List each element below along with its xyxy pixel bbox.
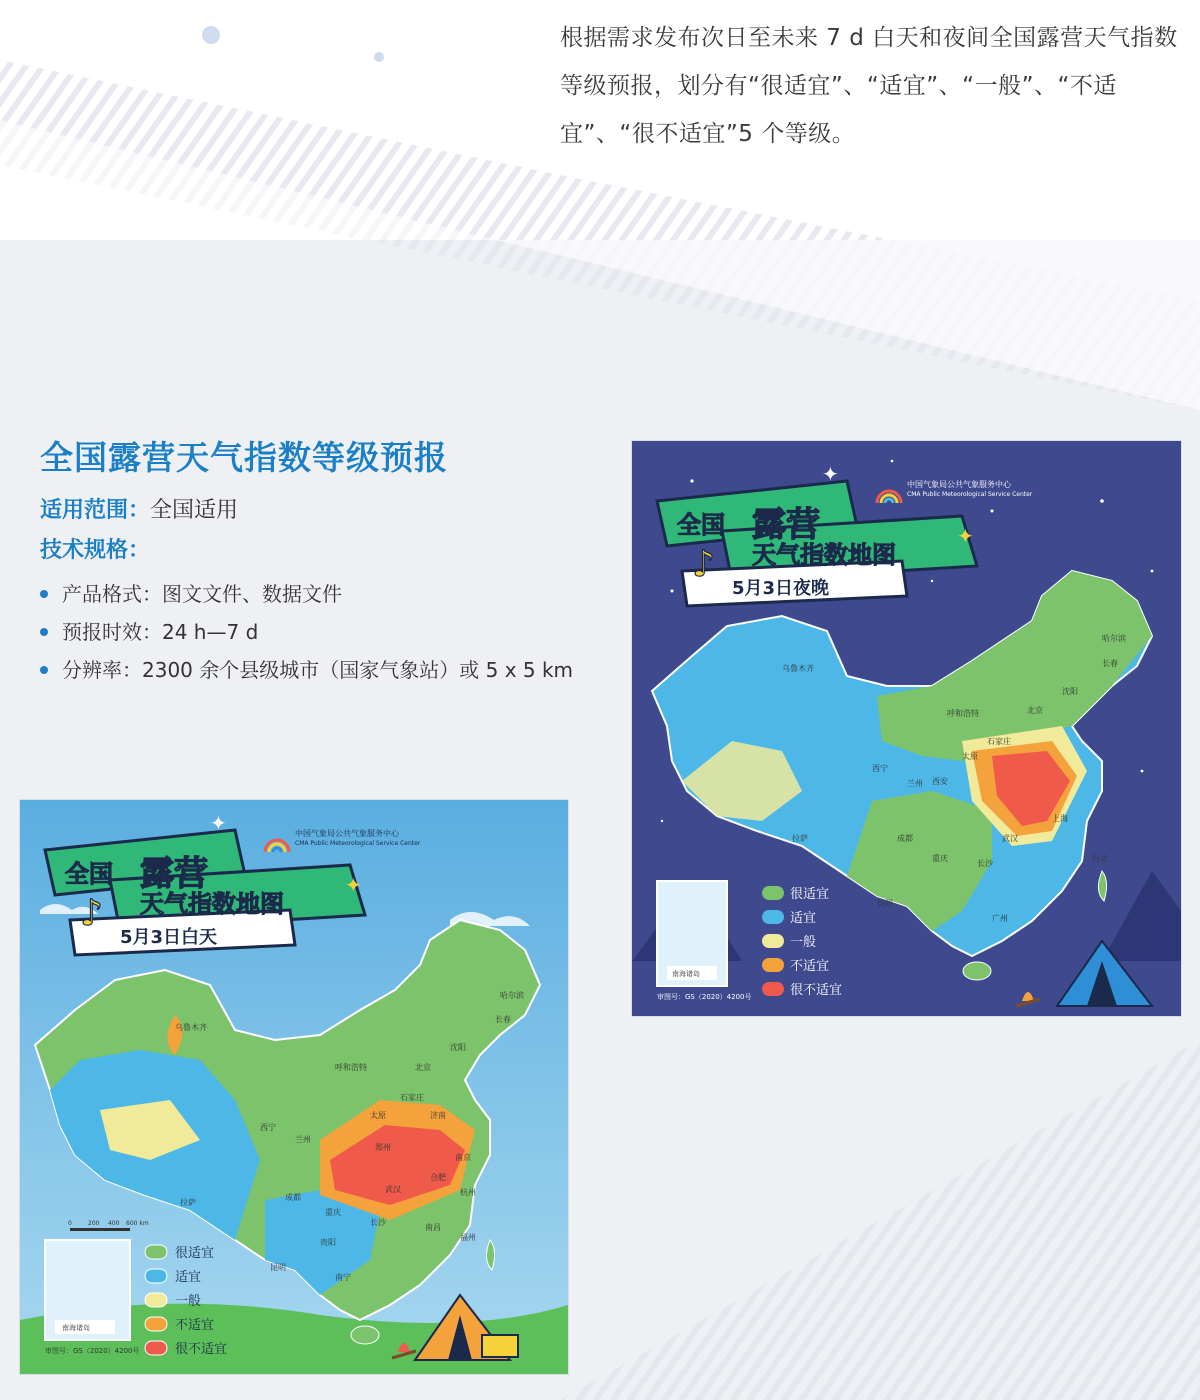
- scale-label: 0: [68, 1220, 72, 1227]
- scope-label: 适用范围：: [40, 498, 151, 523]
- legend-swatch: [145, 1341, 167, 1355]
- decor-dot: [374, 52, 384, 62]
- city-label: 长春: [495, 1015, 511, 1024]
- spec-list: [40, 575, 600, 689]
- legend-swatch: [145, 1245, 167, 1259]
- city-label: 武汉: [1002, 834, 1018, 843]
- night-map: [632, 441, 1181, 1016]
- legend-label: 很适宜: [790, 887, 830, 902]
- legend-label: 适宜: [790, 911, 817, 926]
- music-note-icon: ♪: [692, 544, 715, 585]
- cooler-box-icon: [482, 1335, 518, 1357]
- city-label: 福州: [460, 1233, 476, 1242]
- hainan: [351, 1326, 379, 1344]
- scope-row: [40, 491, 600, 531]
- city-label: 石家庄: [400, 1093, 424, 1102]
- city-label: 合肥: [430, 1173, 446, 1182]
- decor-dot: [202, 26, 220, 44]
- city-label: 贵阳: [320, 1238, 336, 1247]
- legend-label: 一般: [175, 1294, 202, 1309]
- city-label: 乌鲁木齐: [175, 1023, 207, 1032]
- sparkle-icon: ✦: [345, 873, 362, 897]
- city-label: 上海: [1052, 814, 1068, 823]
- legend-label: 不适宜: [790, 959, 830, 974]
- hainan: [963, 962, 991, 980]
- inset-label: 南海诸岛: [62, 1324, 90, 1332]
- city-label: 广州: [992, 914, 1008, 923]
- south-sea-inset: [657, 881, 727, 986]
- city-label: 兰州: [907, 779, 923, 788]
- legend-swatch: [145, 1317, 167, 1331]
- org-name-en: CMA Public Meteorological Service Center: [295, 840, 421, 847]
- city-label: 兰州: [295, 1135, 311, 1144]
- city-label: 沈阳: [1062, 687, 1078, 696]
- city-label: 重庆: [325, 1208, 341, 1217]
- inset-label: 南海诸岛: [672, 970, 700, 978]
- sparkle-icon: ✦: [957, 524, 974, 548]
- city-label: 哈尔滨: [1102, 634, 1126, 643]
- city-label: 西宁: [872, 764, 888, 773]
- city-label: 重庆: [932, 854, 948, 863]
- legend-swatch: [762, 934, 784, 948]
- city-label: 武汉: [385, 1185, 401, 1194]
- approval-number: 审图号：GS（2020）4200号: [45, 1347, 140, 1355]
- city-label: 石家庄: [987, 737, 1011, 746]
- map-title-prefix: 全国: [65, 860, 113, 888]
- south-sea-inset: [45, 1240, 130, 1340]
- legend-label: 一般: [790, 935, 817, 950]
- legend-label: 适宜: [175, 1270, 202, 1285]
- legend-swatch: [145, 1269, 167, 1283]
- spec-item-resolution: 分辨率：2300 余个县级城市（国家气象站）或 5 x 5 km: [40, 651, 600, 689]
- city-label: 太原: [962, 752, 978, 761]
- day-map: [20, 800, 568, 1374]
- approval-number: 审图号：GS（2020）4200号: [657, 993, 752, 1001]
- spec-item-lead-time: 预报时效：24 h—7 d: [40, 613, 600, 651]
- legend-swatch: [762, 982, 784, 996]
- org-name-cn: 中国气象局公共气象服务中心: [295, 829, 399, 838]
- city-label: 北京: [1027, 706, 1043, 715]
- product-info: [40, 432, 600, 689]
- city-label: 台北: [1092, 854, 1108, 863]
- spec-item-format: 产品格式：图文文件、数据文件: [40, 575, 600, 613]
- city-label: 拉萨: [792, 834, 808, 843]
- scale-label: 400: [108, 1220, 120, 1227]
- city-label: 长沙: [370, 1218, 386, 1227]
- day-map-card: [19, 799, 569, 1375]
- legend-swatch: [762, 886, 784, 900]
- city-label: 杭州: [460, 1188, 476, 1197]
- map-title-main: 露营: [140, 854, 208, 894]
- spec-row: [40, 531, 600, 571]
- map-date: 5月3日白天: [120, 927, 218, 948]
- city-label: 长春: [1102, 659, 1118, 668]
- sparkle-icon: ✦: [210, 811, 227, 835]
- city-label: 成都: [897, 834, 913, 843]
- legend-swatch: [762, 958, 784, 972]
- city-label: 昆明: [270, 1263, 286, 1272]
- city-label: 太原: [370, 1111, 386, 1120]
- city-label: 济南: [430, 1111, 446, 1120]
- map-date: 5月3日夜晚: [732, 578, 830, 599]
- legend-label: 不适宜: [175, 1318, 215, 1333]
- city-label: 南宁: [335, 1273, 351, 1282]
- city-label: 北京: [415, 1063, 431, 1072]
- org-name-cn: 中国气象局公共气象服务中心: [907, 480, 1011, 489]
- spec-label: 技术规格：: [40, 538, 151, 563]
- product-title: 全国露营天气指数等级预报: [40, 438, 448, 477]
- legend-label: 很不适宜: [175, 1342, 228, 1357]
- map-title-main: 露营: [752, 505, 820, 545]
- scale-label: 600 km: [126, 1220, 149, 1227]
- scope-value: 全国适用: [150, 498, 239, 523]
- legend-label: 很不适宜: [790, 983, 843, 998]
- map-title-prefix: 全国: [677, 511, 725, 539]
- city-label: 乌鲁木齐: [782, 664, 814, 673]
- city-label: 郑州: [375, 1143, 391, 1152]
- legend-swatch: [145, 1293, 167, 1307]
- map-subtitle: 天气指数地图: [140, 890, 284, 918]
- map-subtitle: 天气指数地图: [752, 541, 896, 569]
- city-label: 西宁: [260, 1123, 276, 1132]
- city-label: 西安: [932, 777, 948, 786]
- city-label: 南京: [455, 1153, 471, 1162]
- city-label: 沈阳: [450, 1043, 466, 1052]
- city-label: 哈尔滨: [500, 991, 524, 1000]
- city-label: 呼和浩特: [335, 1063, 367, 1072]
- city-label: 昆明: [877, 899, 893, 908]
- legend-label: 很适宜: [175, 1246, 215, 1261]
- org-name-en: CMA Public Meteorological Service Center: [907, 491, 1033, 498]
- city-label: 长沙: [977, 859, 993, 868]
- city-label: 南昌: [425, 1223, 441, 1232]
- night-map-card: [631, 440, 1182, 1017]
- city-label: 成都: [285, 1193, 301, 1202]
- music-note-icon: ♪: [80, 893, 103, 934]
- scale-label: 200: [88, 1220, 100, 1227]
- city-label: 呼和浩特: [947, 709, 979, 718]
- intro-text: 根据需求发布次日至未来 7 d 白天和夜间全国露营天气指数等级预报，划分有“很适宜”、“适宜”、“一般”、“不适宜”、“很不适宜”5 个等级。: [560, 25, 1178, 147]
- sparkle-icon: ✦: [822, 462, 839, 486]
- legend-swatch: [762, 910, 784, 924]
- city-label: 拉萨: [180, 1198, 196, 1207]
